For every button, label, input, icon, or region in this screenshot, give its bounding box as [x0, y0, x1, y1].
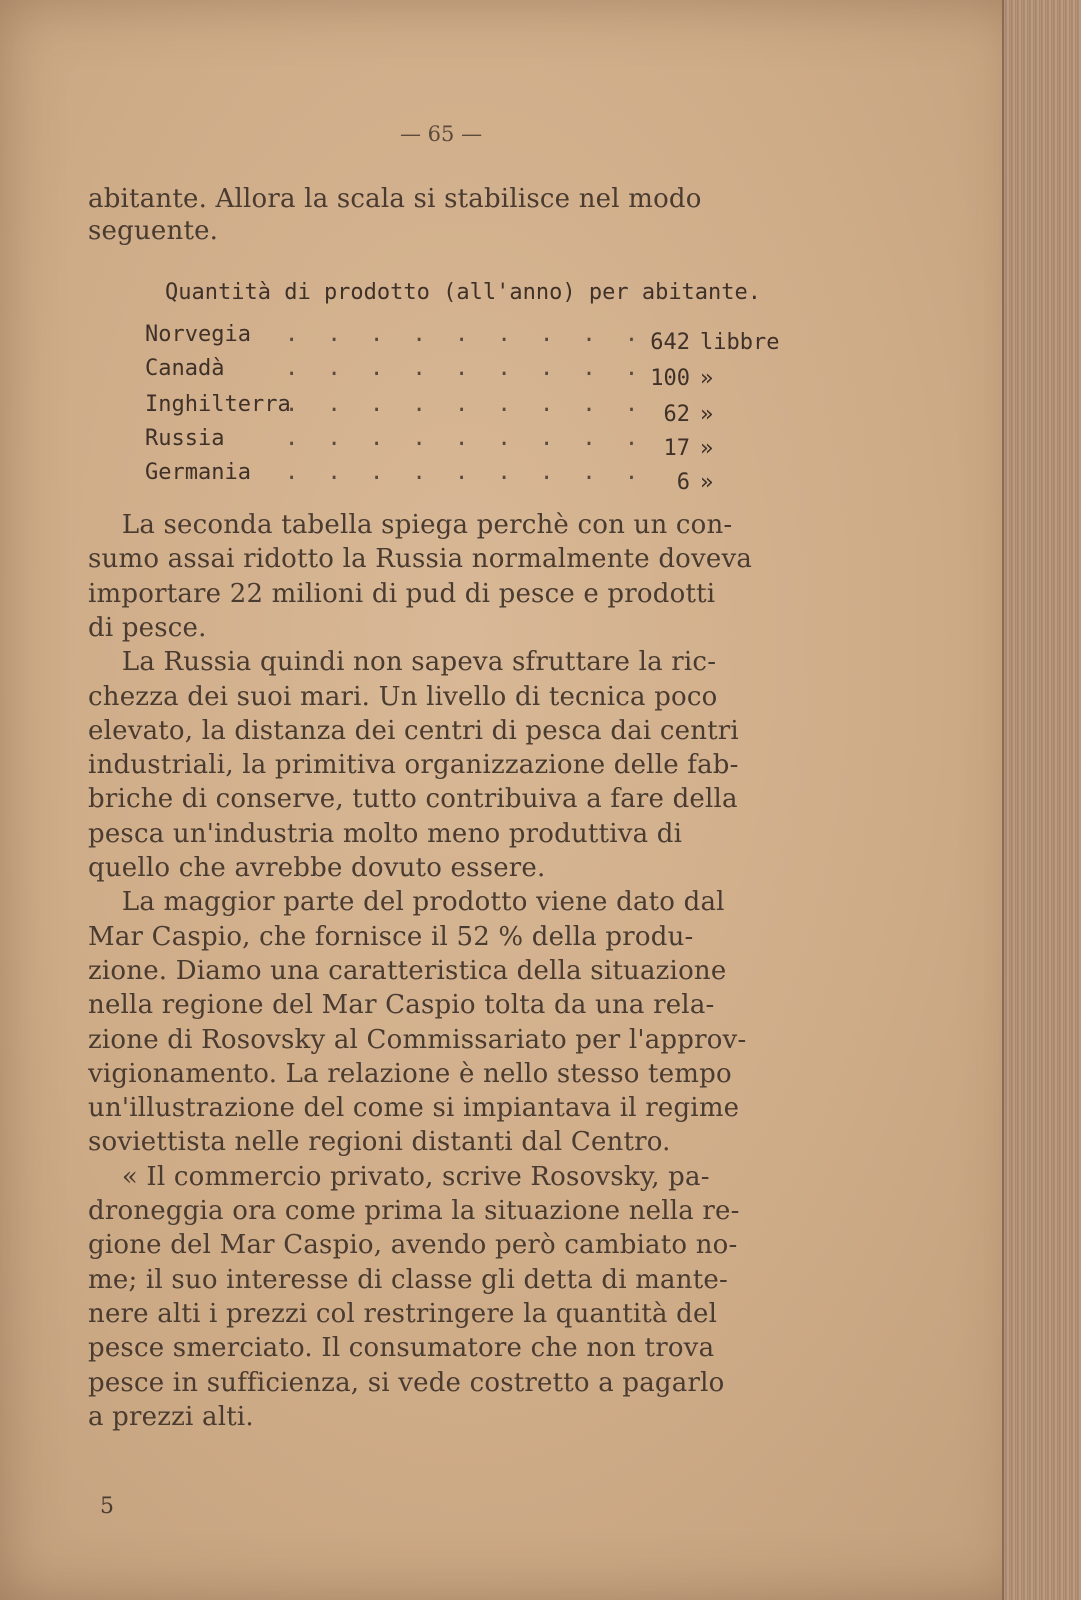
body-line: La maggior parte del prodotto viene dato dal: [88, 887, 725, 918]
table-value: 6: [676, 470, 690, 495]
body-line: un'illustrazione del come si impiantava il regime: [88, 1093, 740, 1124]
body-line: Mar Caspio, che fornisce il 52 % della produ-: [88, 921, 694, 952]
body-line: zione di Rosovsky al Commissariato per l'approv-: [88, 1024, 747, 1055]
body-line: La seconda tabella spiega perchè con un con-: [88, 510, 733, 540]
body-line: elevato, la distanza dei centri di pesca dai centri: [88, 715, 739, 746]
table-unit: libbre: [700, 330, 780, 355]
body-line: « Il commercio privato, scrive Rosovsky, pa-: [88, 1161, 710, 1192]
table-unit: »: [700, 366, 714, 391]
table-leader-dots: . . . . . . . . .: [285, 322, 647, 347]
body-line: La Russia quindi non sapeva sfruttare la ric-: [88, 647, 717, 678]
table-country: Inghilterra: [145, 392, 291, 417]
body-line: me; il suo interesse di classe gli detta di mante-: [88, 1264, 728, 1295]
table-country: Canadà: [145, 356, 225, 381]
body-line: briche di conserve, tutto contribuiva a fare della: [88, 784, 738, 815]
intro-line: seguente.: [88, 216, 219, 246]
table-leader-dots: . . . . . . . . .: [285, 356, 647, 381]
signature-mark: 5: [100, 1494, 114, 1519]
body-line: nere alti i prezzi col restringere la quantità del: [88, 1298, 718, 1329]
table-country: Germania: [145, 460, 251, 485]
table-value: 62: [663, 402, 690, 427]
table-unit: »: [700, 470, 714, 495]
body-line: importare 22 milioni di pud di pesce e prodotti: [88, 578, 716, 609]
body-line: quello che avrebbe dovuto essere.: [88, 853, 546, 883]
page-number: — 65 —: [400, 122, 483, 146]
table-country: Russia: [145, 426, 225, 451]
body-line: vigionamento. La relazione è nello stesso tempo: [88, 1058, 732, 1089]
body-line: industriali, la primitiva organizzazione delle fab-: [88, 750, 739, 781]
table-value: 642: [650, 330, 690, 355]
table-unit: »: [700, 436, 714, 461]
body-line: pesce in sufficienza, si vede costretto a pagarlo: [88, 1367, 725, 1398]
table-unit: »: [700, 402, 714, 427]
table-title: Quantità di prodotto (all'anno) per abitante.: [165, 280, 762, 305]
table-leader-dots: . . . . . . . . .: [285, 460, 647, 485]
table-leader-dots: . . . . . . . . .: [285, 392, 647, 417]
body-line: a prezzi alti.: [88, 1401, 254, 1432]
intro-line: abitante. Allora la scala si stabilisce nel modo: [88, 184, 702, 214]
body-line: chezza dei suoi mari. Un livello di tecnica poco: [88, 681, 718, 712]
body-line: di pesce.: [88, 612, 207, 643]
body-line: zione. Diamo una caratteristica della situazione: [88, 955, 727, 986]
body-line: nella regione del Mar Caspio tolta da una rela-: [88, 990, 715, 1021]
body-line: gione del Mar Caspio, avendo però cambiato no-: [88, 1230, 738, 1261]
body-line: pesca un'industria molto meno produttiva di: [88, 818, 683, 849]
body-line: pesce smerciato. Il consumatore che non trova: [88, 1333, 715, 1364]
body-line: sumo assai ridotto la Russia normalmente doveva: [88, 544, 753, 575]
page-edges: [1002, 0, 1081, 1600]
body-line: droneggia ora come prima la situazione nella re-: [88, 1196, 740, 1226]
body-line: soviettista nelle regioni distanti dal Centro.: [88, 1127, 671, 1158]
table-country: Norvegia: [145, 322, 251, 347]
table-value: 17: [663, 436, 690, 461]
table-leader-dots: . . . . . . . . .: [285, 426, 647, 451]
table-value: 100: [650, 366, 690, 391]
